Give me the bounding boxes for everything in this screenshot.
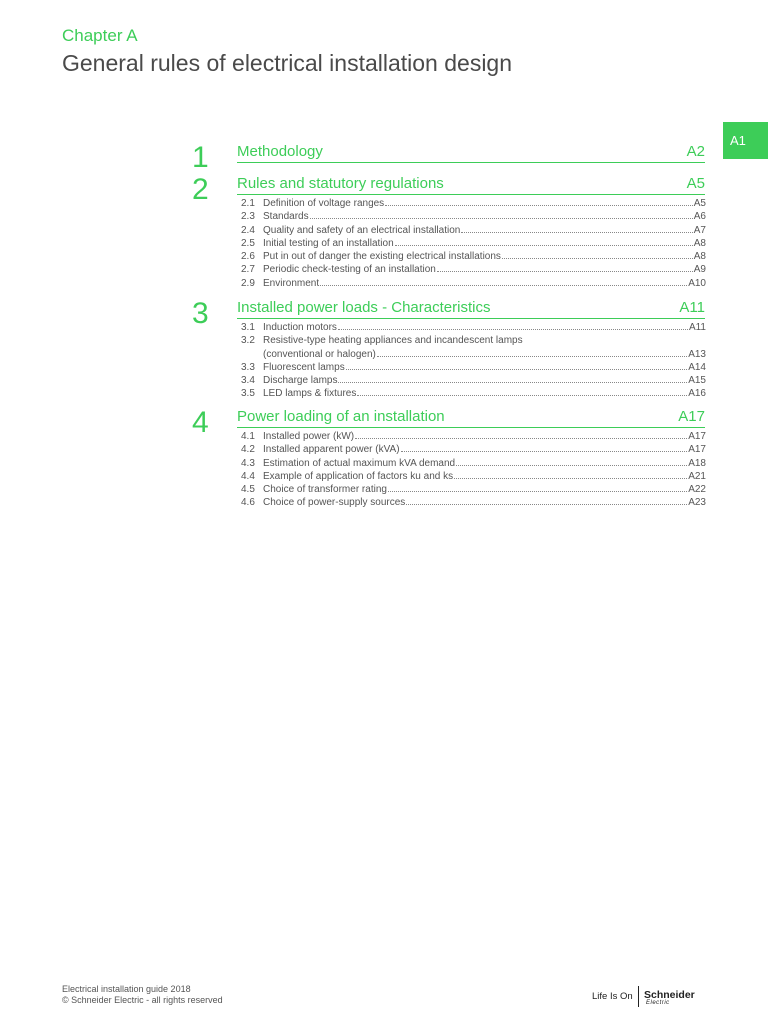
dot-leader [461, 224, 692, 233]
toc-item-continuation[interactable] [241, 348, 706, 361]
item-page: A21 [688, 470, 706, 482]
item-title: Quality and safety of an electrical installation [263, 224, 461, 236]
item-title: Initial testing of an installation [263, 237, 394, 249]
section-title: Power loading of an installation [237, 408, 445, 425]
section-heading[interactable] [237, 299, 705, 319]
logo-brand: Schneider [644, 989, 695, 1001]
toc-item[interactable] [241, 277, 706, 290]
item-title: Discharge lamps [263, 375, 338, 387]
schneider-logo [592, 986, 704, 1008]
dot-leader [338, 374, 687, 383]
item-title: Put in out of danger the existing electrical installations [263, 251, 501, 263]
item-page: A15 [688, 375, 706, 387]
section-title: Rules and statutory regulations [237, 175, 444, 192]
item-title: Standards [263, 211, 309, 223]
item-page: A16 [688, 388, 706, 400]
item-page: A8 [693, 251, 706, 263]
item-title: Choice of power-supply sources [263, 497, 406, 509]
dot-leader [320, 277, 687, 286]
dot-leader [454, 470, 687, 479]
toc-item[interactable] [241, 250, 706, 263]
dot-leader [310, 210, 693, 219]
item-number: 4.5 [241, 484, 255, 496]
toc-item[interactable] [241, 430, 706, 443]
section-heading[interactable] [237, 143, 705, 163]
section-title: Methodology [237, 143, 323, 160]
item-title: Choice of transformer rating [263, 484, 387, 496]
toc-item[interactable] [241, 224, 706, 237]
section-number: 2 [192, 173, 209, 206]
item-title: Periodic check-testing of an installation [263, 264, 436, 276]
item-number: 2.9 [241, 277, 255, 289]
item-page: A14 [688, 361, 706, 373]
item-page: A7 [693, 224, 706, 236]
item-number: 2.6 [241, 251, 255, 263]
item-title: Definition of voltage ranges [263, 198, 385, 209]
section-page: A11 [679, 299, 705, 316]
logo-divider [638, 986, 639, 1007]
item-number: 3.2 [241, 335, 255, 347]
section-page: A5 [686, 175, 705, 192]
item-number: 2.5 [241, 237, 255, 249]
section-items [241, 197, 706, 290]
dot-leader [502, 250, 693, 259]
item-title: Environment [263, 277, 320, 289]
section-heading[interactable] [237, 175, 705, 195]
toc-item[interactable] [241, 237, 706, 250]
item-title: Installed apparent power (kVA) [263, 444, 400, 456]
dot-leader [395, 237, 693, 246]
item-number: 2.1 [241, 198, 255, 209]
chapter-label: Chapter A [62, 26, 138, 45]
toc-item[interactable] [241, 361, 706, 374]
item-page: A9 [693, 264, 706, 276]
section-page: A17 [678, 408, 705, 425]
item-title-continued: (conventional or halogen) [263, 348, 376, 360]
section-number: 4 [192, 406, 209, 439]
toc-item[interactable] [241, 321, 706, 334]
item-page: A13 [688, 348, 706, 360]
section-heading[interactable] [237, 408, 705, 428]
section-number: 3 [192, 297, 209, 330]
item-number: 2.4 [241, 224, 255, 236]
item-number: 4.2 [241, 444, 255, 456]
dot-leader [388, 483, 687, 492]
item-number: 2.3 [241, 211, 255, 223]
dot-leader [401, 443, 688, 452]
toc-item[interactable] [241, 263, 706, 276]
item-page: A18 [688, 457, 706, 469]
item-number: 2.7 [241, 264, 255, 276]
item-title: Installed power (kW) [263, 431, 355, 442]
section-items [241, 321, 706, 401]
item-title: Resistive-type heating appliances and incandescent lamps [263, 335, 523, 347]
item-number: 4.3 [241, 457, 255, 469]
section-page: A2 [686, 143, 705, 160]
section-number: 1 [192, 141, 209, 174]
item-number: 3.5 [241, 388, 255, 400]
dot-leader [406, 496, 687, 505]
dot-leader [346, 361, 688, 370]
item-number: 4.6 [241, 497, 255, 509]
toc-item[interactable] [241, 496, 706, 509]
item-number: 4.1 [241, 431, 255, 442]
dot-leader [385, 197, 693, 206]
footer-copyright: © Schneider Electric - all rights reserved [62, 995, 223, 1005]
footer-guide-title: Electrical installation guide 2018 [62, 984, 191, 994]
dot-leader [338, 321, 688, 330]
dot-leader [355, 430, 687, 439]
logo-tagline: Life Is On [592, 991, 633, 1002]
item-number: 3.4 [241, 375, 255, 387]
dot-leader [377, 348, 687, 357]
item-number: 4.4 [241, 470, 255, 482]
item-number: 3.3 [241, 361, 255, 373]
toc-item[interactable] [241, 470, 706, 483]
toc-item[interactable] [241, 387, 706, 400]
item-title: LED lamps & fixtures [263, 388, 357, 400]
item-title: Example of application of factors ku and ks [263, 470, 454, 482]
item-page: A17 [688, 444, 706, 456]
item-title: Induction motors [263, 322, 337, 333]
toc-item[interactable] [241, 457, 706, 470]
toc-item[interactable] [241, 210, 706, 223]
chapter-title: General rules of electrical installation design [62, 50, 513, 76]
item-page: A10 [688, 277, 706, 289]
toc-item[interactable] [241, 483, 706, 496]
section-title: Installed power loads - Characteristics [237, 299, 491, 316]
item-page: A17 [688, 431, 706, 442]
item-page: A8 [693, 237, 706, 249]
logo-brand-sub: Electric [646, 1000, 670, 1006]
item-page: A5 [693, 198, 706, 209]
item-page: A23 [688, 497, 706, 509]
toc-item[interactable] [241, 443, 706, 456]
page-number-tab: A1 [723, 122, 768, 159]
toc-item[interactable] [241, 374, 706, 387]
dot-leader [357, 387, 687, 396]
dot-leader [437, 263, 693, 272]
item-title: Fluorescent lamps [263, 361, 345, 373]
toc-item[interactable] [241, 197, 706, 210]
item-page: A22 [688, 484, 706, 496]
item-title: Estimation of actual maximum kVA demand [263, 457, 456, 469]
item-page: A11 [688, 322, 706, 333]
item-page: A6 [693, 211, 706, 223]
toc-item[interactable] [241, 334, 706, 347]
dot-leader [456, 457, 687, 466]
item-number: 3.1 [241, 322, 255, 333]
section-items [241, 430, 706, 510]
